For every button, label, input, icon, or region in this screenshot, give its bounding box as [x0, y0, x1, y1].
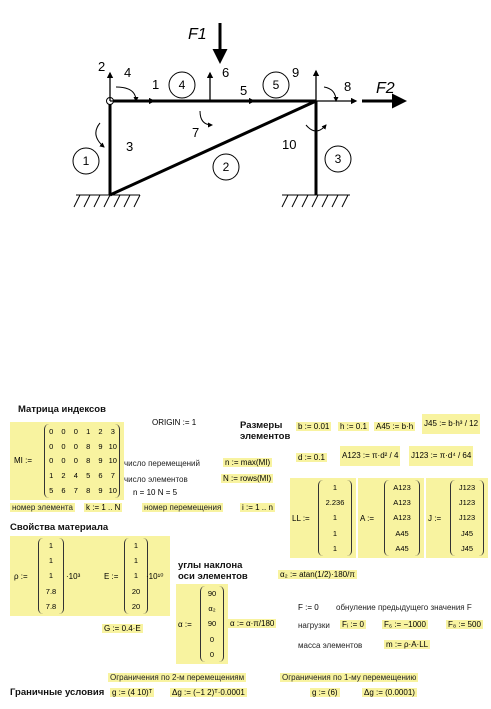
rho-entry: 7.8 — [45, 601, 57, 611]
matrix-cell: 8 — [86, 486, 91, 496]
alpha-entry: α₂ — [208, 604, 216, 614]
d-formula[interactable]: d := 0.1 — [298, 453, 325, 462]
e-entry: 1 — [133, 541, 139, 551]
j-values — [450, 480, 484, 556]
alpha-entry: 90 — [207, 589, 217, 599]
matrix-cell: 10 — [108, 456, 117, 466]
matrix-cell: 1 — [49, 471, 54, 481]
ground-support-right — [282, 195, 350, 207]
j-entry: J123 — [458, 483, 476, 493]
matrix-cell: 2 — [98, 426, 103, 436]
mass-label: масса элементов — [298, 641, 363, 650]
matrix-cell: 9 — [98, 456, 103, 466]
move-number-label: номер перемещения — [144, 503, 222, 512]
matrix-cell: 0 — [61, 426, 66, 436]
index-matrix-title: Матрица индексов — [18, 404, 106, 415]
element-label-5: 5 — [272, 78, 280, 92]
j-entry: J123 — [458, 513, 476, 523]
matrix-cell: 0 — [61, 456, 66, 466]
ll-name: LL := — [292, 514, 310, 523]
alpha-conversion[interactable]: α := α·π/180 — [230, 619, 275, 628]
matrix-cell: 10 — [108, 441, 117, 451]
matrix-cell: 0 — [49, 426, 54, 436]
g1-formula[interactable]: g := (4 10)ᵀ — [112, 688, 153, 697]
sizes-title-line1: Размеры — [240, 420, 283, 431]
f6-formula[interactable]: F₆ := −1000 — [384, 620, 426, 629]
e-entry: 20 — [131, 601, 141, 611]
f-reset-label: обнуление предыдущего значения F — [336, 603, 472, 612]
f8-formula[interactable]: F₈ := 500 — [448, 620, 481, 629]
a123-formula[interactable]: A123 := π·d² / 4 — [340, 446, 400, 466]
matrix-cell: 10 — [108, 486, 117, 496]
rho-entry: 1 — [48, 556, 54, 566]
rho-values — [38, 538, 64, 614]
j-entry: J45 — [460, 528, 474, 538]
a-values — [384, 480, 420, 556]
element-number-label: номер элемента — [12, 503, 73, 512]
matrix-cell: 9 — [98, 486, 103, 496]
alpha-name: α := — [178, 620, 192, 629]
num-moves-label: число перемещений — [124, 459, 200, 468]
j-entry: J45 — [460, 543, 474, 553]
alpha-values — [200, 586, 224, 662]
matrix-cell: 0 — [73, 426, 78, 436]
matrix-cell: 7 — [110, 471, 115, 481]
a-entry: A45 — [395, 528, 409, 538]
dof-label-5: 5 — [240, 83, 248, 98]
a-entry: A45 — [395, 543, 409, 553]
matrix-cell: 4 — [73, 471, 78, 481]
a-entry: A123 — [393, 483, 411, 493]
index-matrix-name: MI := — [14, 456, 33, 465]
rho-entry: 1 — [48, 541, 54, 551]
ll-entry: 1 — [332, 483, 338, 493]
e-entry: 20 — [131, 586, 141, 596]
alpha2-formula[interactable]: α₂ := atan(1/2)·180/π — [280, 570, 355, 579]
move-number-formula[interactable]: i := 1 .. n — [242, 503, 273, 512]
mass-formula[interactable]: m := ρ·A·LL — [386, 640, 429, 649]
matrix-cell: 8 — [86, 441, 91, 451]
index-matrix-values — [44, 424, 120, 498]
j-entry: J123 — [458, 498, 476, 508]
dof-label-3: 3 — [126, 139, 134, 154]
matrix-cell: 0 — [73, 456, 78, 466]
dof-label-7: 7 — [192, 125, 200, 140]
element-label-4: 4 — [178, 78, 186, 92]
a45-formula[interactable]: A45 := b·h — [376, 422, 414, 431]
rho-entry: 1 — [48, 571, 54, 581]
matrix-cell: 8 — [86, 456, 91, 466]
matrix-cell: 0 — [49, 456, 54, 466]
matrix-cell: 1 — [86, 426, 91, 436]
material-title: Свойства материала — [10, 522, 109, 533]
g-shear-formula[interactable]: G := 0.4·E — [104, 624, 141, 633]
dof-label-8: 8 — [344, 79, 352, 94]
num-elements-formula[interactable]: N := rows(MI) — [223, 474, 272, 483]
e-multiplier: ·10¹⁰ — [146, 572, 164, 581]
a-entry: A123 — [393, 498, 411, 508]
alpha-entry: 0 — [209, 649, 215, 659]
dof-label-9: 9 — [292, 65, 300, 80]
dof-label-10: 10 — [282, 137, 297, 152]
boundary-title: Граничные условия — [10, 687, 105, 698]
counts-result: n = 10 N = 5 — [133, 488, 178, 497]
constraint-1-label: Ограничения по 1-му перемещению — [282, 673, 417, 682]
force-label-f1: F1 — [188, 26, 207, 43]
e-entry: 1 — [133, 556, 139, 566]
angles-title-line2: оси элементов — [178, 571, 248, 582]
matrix-cell: 9 — [98, 441, 103, 451]
rho-entry: 7.8 — [45, 586, 57, 596]
matrix-cell: 0 — [73, 441, 78, 451]
ll-entry: 1 — [332, 543, 338, 553]
ll-values — [318, 480, 352, 556]
dof-label-6: 6 — [222, 65, 230, 80]
element-number-formula[interactable]: k := 1 .. N — [86, 503, 121, 512]
ground-support-left — [74, 195, 140, 207]
matrix-cell: 5 — [49, 486, 54, 496]
dof-label-1: 1 — [152, 77, 160, 92]
e-entry: 1 — [133, 571, 139, 581]
alpha-entry: 90 — [207, 619, 217, 629]
f-reset-formula: F := 0 — [298, 603, 319, 612]
alpha-entry: 0 — [209, 634, 215, 644]
dg1-formula[interactable]: Δg := (−1 2)ᵀ·0.0001 — [172, 688, 245, 697]
matrix-cell: 6 — [98, 471, 103, 481]
num-elements-label: число элементов — [124, 475, 188, 484]
element-label-3: 3 — [334, 152, 342, 166]
ll-entry: 1 — [332, 513, 338, 523]
j123-formula[interactable]: J123 := π·d⁴ / 64 — [409, 446, 473, 466]
j45-formula[interactable]: J45 := b·h³ / 12 — [422, 414, 480, 434]
element-label-2: 2 — [222, 160, 230, 174]
num-moves-formula[interactable]: n := max(MI) — [225, 458, 271, 467]
g2-formula[interactable]: g := (6) — [312, 688, 338, 697]
angles-title-line1: углы наклона — [178, 560, 243, 571]
a-name: A := — [360, 514, 375, 523]
matrix-cell: 0 — [61, 441, 66, 451]
matrix-cell: 3 — [110, 426, 115, 436]
matrix-cell: 5 — [86, 471, 91, 481]
matrix-cell: 6 — [61, 486, 66, 496]
e-name: E := — [104, 572, 119, 581]
fi-formula[interactable]: Fᵢ := 0 — [342, 620, 364, 629]
constraint-2-label: Ограничения по 2-м перемещениям — [110, 673, 245, 682]
rho-multiplier: ·10³ — [66, 572, 81, 581]
e-values — [124, 538, 148, 614]
a-entry: A123 — [393, 513, 411, 523]
ll-entry: 2.236 — [325, 498, 345, 508]
dof-label-2: 2 — [98, 59, 106, 74]
matrix-cell: 2 — [61, 471, 66, 481]
ll-entry: 1 — [332, 528, 338, 538]
matrix-cell: 0 — [49, 441, 54, 451]
rho-name: ρ := — [14, 572, 28, 581]
origin-statement: ORIGIN := 1 — [152, 418, 197, 427]
b-formula[interactable]: b := 0.01 — [298, 422, 330, 431]
element-label-1: 1 — [82, 154, 90, 168]
frame-diagram — [60, 15, 430, 225]
dg2-formula[interactable]: Δg := (0.0001) — [364, 688, 415, 697]
j-name: J := — [428, 514, 442, 523]
sizes-title-line2: элементов — [240, 431, 291, 442]
force-label-f2: F2 — [376, 80, 395, 97]
matrix-cell: 7 — [73, 486, 78, 496]
dof-label-4: 4 — [124, 65, 132, 80]
h-formula[interactable]: h := 0.1 — [340, 422, 367, 431]
loads-label: нагрузки — [298, 621, 330, 630]
